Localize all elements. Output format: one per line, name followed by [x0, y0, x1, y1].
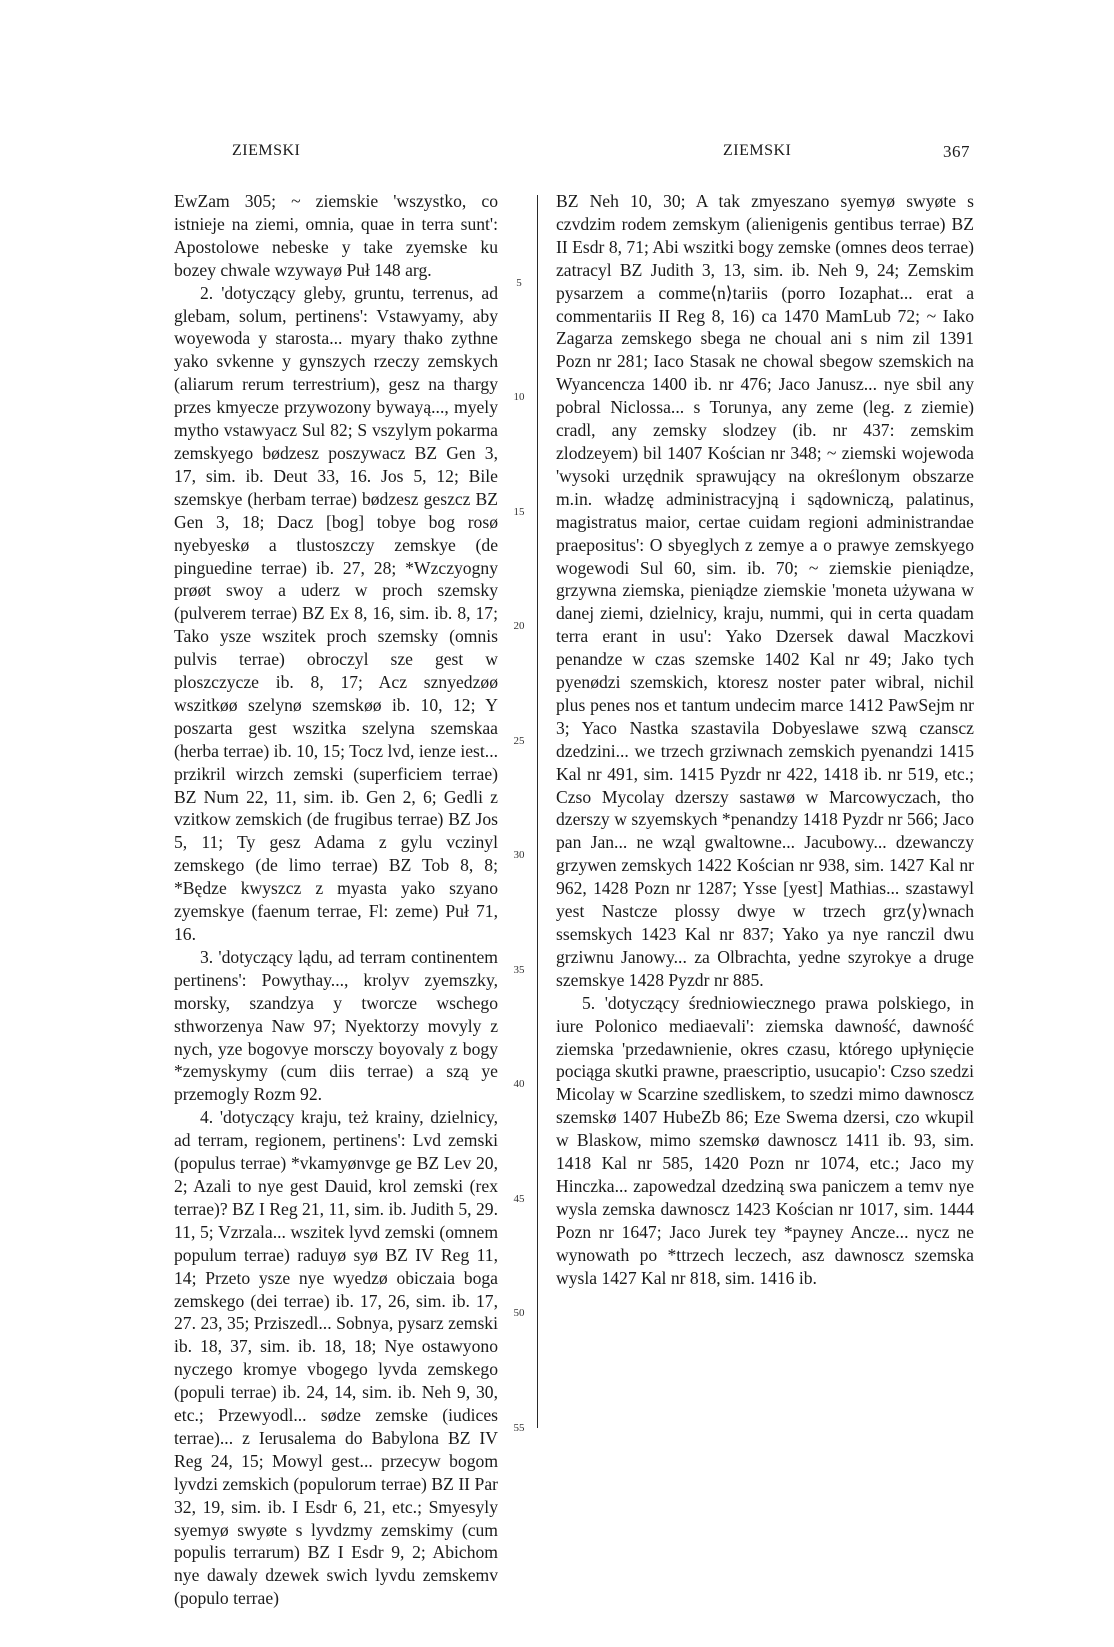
left-column	[174, 190, 498, 1610]
sense-3-paragraph: 3. 'dotyczący lądu, ad terram continentem pertinens': Powythay..., krolyv zyemszky, morsky, szandzya y tworcze wschego sthworzenya Naw 97; Nyektorzy movyly z nych, yze bogovye morsczy boyovaly z bogy *zemyskymy (cum diis terrae) a szą ye przemogly Rozm 92.	[174, 946, 498, 1105]
entry-paragraph-1: EwZam 305; ~ ziemskie 'wszystko, co istnieje na ziemi, omnia, quae in terra sunt': Apostolowe nebeske y take zyemske ku bozey chwale wzywayø Puł 148 arg.	[174, 191, 498, 280]
line-number: 35	[513, 964, 525, 976]
continuation-paragraph: BZ Neh 10, 30; A tak zmyeszano syemyø swyøte s czvdzim rodem zemskym (alienigenis gentibus terrae) BZ II Esdr 8, 71; Abi wszitki bogy zemske (omnes deos terrae) zatracyl BZ Judith 3, 13, sim. ib. Neh 9, 24; Zemskim pysarzem a comme⟨n⟩tariis (porro Iozaphat... erat a commentariis II Reg 8, 16) ca 1470 MamLub 72; ~ Iako Zagarza zemskego sbega ne choual ani s nim zil 1391 Pozn nr 281; Iaco Stasak ne chowal sbegow szemskich na Wyancencza 1400 ib. nr 476; Jaco Janusz... nye sbil any pobral Niclossa... s Torunya, any zeme (leg. z ziemie) cradl, any zemsky slodzey (ib. nr 437: zemskim zlodzeyem) bil 1407 Kościan nr 348; ~ ziemski wojewoda 'wysoki urzędnik sprawujący na określonym obszarze m.in. władzę administracyjną i sądowniczą, palatinus, magistratus maior, certae cuidam regioni administrandae praepositus': O sbyeglych z zemye a o prawye zemskyego wogewodi Sul 60, sim. ib. 70; ~ ziemskie pieniądze, grzywna ziemska, pieniądze ziemskie 'moneta używana w danej ziemi, dzielnicy, kraju, nummi, qui in certa quadam terra erant in usu': Yako Dzersek dawal Maczkovi penandze w czas szemske 1402 Kal nr 49; Jako tych pyenødzi szemskich, ktoresz noster pater wibral, nichil plus penes nos et tantum undecim marce 1412 PawSejm nr 3; Yaco Nastka szastavila Dobyeslawe szwą czanscz dzedzini... we trzech grziwnach zemskich pyenandzi 1415 Kal nr 491, sim. 1415 Pyzdr nr 422, 1418 ib. nr 519, etc.; Czso Mycolay dzerszy sastawø w Marcowyczach, tho dzerszy w szyemskych *penandzy 1418 Pyzdr nr 566; Jaco pan Jan... ne wząl gwaltowne... Jacubowy... dzewanczy grzywen zemskych 1422 Kościan nr 938, sim. 1427 Kal nr 962, 1428 Pozn nr 1287; Ysse [yest] Mathias... szastawyl yest Nastcze plossy dwye w trzech grz⟨y⟩wnach ssemskych 1423 Kal nr 837; Yako ya nye ranczil dwu grziwnu Janowy... za Olbrachta, yedne szyrokye a druge szemskye 1428 Pyzdr nr 885.	[556, 191, 974, 990]
sense-5-paragraph: 5. 'dotyczący średniowiecznego prawa polskiego, in iure Polonico mediaevali': ziemska dawność, dawność ziemska 'przedawnienie, okres czasu, którego upłynięcie pociąga skutki prawne, praescriptio, usucapio': Czso szedzi Micolay w Scarzine szedliskem, to szedzi mimo dawnoscz szemskø 1407 HubeZb 86; Eze Swema dzersi, czo wkupil w Blaskow, mimo szemskø dawnoscz 1411 ib. 93, sim. 1418 Kal nr 585, 1420 Pozn nr 1074, etc.; Jaco my Hinczka... zapowedzal dzedziną swa paniczem a temv nye wysla zemska dawnoscz 1423 Kościan nr 1017, sim. 1444 Pozn nr 1647; Jaco Jurek tey *payney Ancze... nycz ne wynowath po *ttrzech leczech, asz dawnoscz szemska wysla 1427 Kal nr 818, sim. 1416 ib.	[556, 992, 974, 1288]
sense-4-paragraph: 4. 'dotyczący kraju, też krainy, dzielnicy, ad terram, regionem, pertinens': Lvd zemski (populus terrae) *vkamyønvge ge BZ Lev 20, 2; Azali to nye gest Dauid, krol zemski (rex terrae)? BZ I Reg 21, 11, sim. ib. Judith 5, 29. 11, 5; Vzrzala... wszitek lyvd zemski (omnem populum terrae) raduyø syø BZ IV Reg 11, 14; Przeto ysze nye wyedzø obiczaia boga zemskego (dei terrae) ib. 17, 26, sim. ib. 17, 27. 23, 35; Prziszedl... Sobnya, pysarz zemski ib. 18, 37, sim. ib. 18, 18; Nye ostawyono nyczego kromye vbogego lyvda zemskego (populi terrae) ib. 24, 14, sim. ib. Neh 9, 30, etc.; Przewyodl... sødze zemske (iudices terrae)... z Ierusalema do Babylona BZ IV Reg 24, 15; Mowyl gest... przecyw bogom lyvdzi zemskich (populorum terrae) BZ II Par 32, 19, sim. ib. I Esdr 6, 21, etc.; Smyesyly syemyø swyøte s lyvdzmy zemskimy (cum populis terrarum) BZ I Esdr 9, 2; Abichom nye dawaly dzewek swich lyvdu zemskemv (populo terrae)	[174, 1107, 498, 1609]
line-number: 5	[516, 277, 522, 289]
page-number: 367	[943, 142, 970, 161]
line-number: 45	[513, 1193, 525, 1205]
line-number: 55	[513, 1422, 525, 1434]
line-number: 50	[513, 1307, 525, 1319]
column-divider	[537, 195, 538, 1428]
line-number: 40	[513, 1078, 525, 1090]
running-head-right: ZIEMSKI	[723, 142, 792, 159]
line-number: 15	[513, 506, 525, 518]
line-number: 25	[513, 735, 525, 747]
right-column	[556, 190, 974, 1290]
line-number: 10	[513, 391, 525, 403]
sense-2-paragraph: 2. 'dotyczący gleby, gruntu, terrenus, ad glebam, solum, pertinens': Vstawyamy, aby woyewoda y starosta... myary thako zythne yako svkenne y gynszych rzeczy zemskych (aliarum rerum terrestrium), gesz na thargy przes kmyecze przywozony bywayą..., myely mytho vstawyacz Sul 82; S vszylym pokarma zemskyego bødzesz poszywacz BZ Gen 3, 17, sim. ib. Deut 33, 16. Jos 5, 12; Bile szemskye (herbam terrae) bødzesz geszcz BZ Gen 3, 18; Dacz [bog] tobye bog rosø nyebyeskø a tlustoszczy zemskye (de pinguedine terrae) ib. 27, 28; *Wzczyogny prøøt swoy a uderz w proch szemsky (pulverem terrae) BZ Ex 8, 16, sim. ib. 8, 17; Tako ysze wszitek proch szemsky (omnis pulvis terrae) obroczyl sze gest w ploszczycze ib. 8, 17; Acz sznyedzøø wszitkøø szelynø szemskøø ib. 10, 12; Y poszarta gest wszitka szelyna szemskaa (herba terrae) ib. 10, 15; Tocz lvd, ienze iest... przikril wirzch zemski (superficiem terrae) BZ Num 22, 11, sim. ib. Gen 2, 6; Gedli z vzitkow zemskich (de frugibus terrae) BZ Jos 5, 11; Ty gesz Adama z gylu vczinyl zemskego (de limo terrae) BZ Tob 8, 8; *Będze kwyszcz z myasta yako szyano zyemskye (faenum terrae, Fl: zeme) Puł 71, 16.	[174, 282, 498, 944]
line-number: 30	[513, 849, 525, 861]
running-head-left: ZIEMSKI	[232, 142, 301, 159]
line-number: 20	[513, 620, 525, 632]
